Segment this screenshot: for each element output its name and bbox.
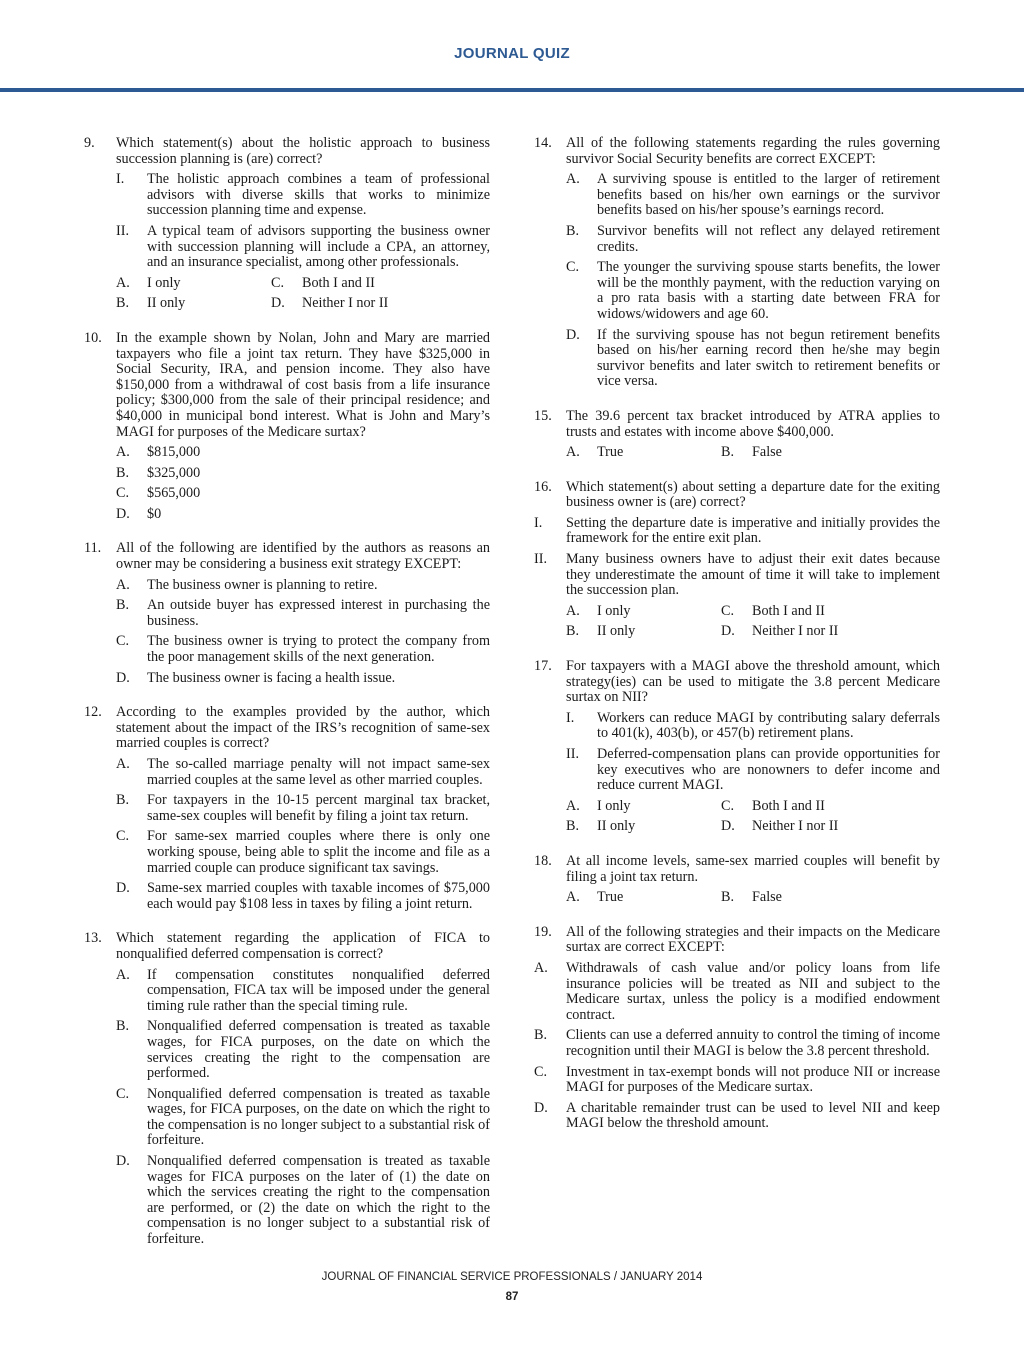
question-19 [534, 925, 940, 1132]
option-d [116, 881, 490, 912]
question-stem: All of the following are identified by the authors as reasons an owner may be considering a business exit strategy EXCEPT: [116, 540, 490, 573]
option-b [566, 224, 940, 255]
option-text: $0 [147, 505, 162, 522]
option-text: Both I and II [302, 274, 375, 291]
option-d [116, 507, 490, 523]
option-label: A. [116, 966, 130, 983]
question-number: 13. [84, 930, 102, 947]
question-stem: The 39.6 percent tax bracket introduced by ATRA applies to trusts and estates with income above $400,000. [566, 407, 940, 440]
option-label: B. [116, 464, 130, 481]
option-text: The so-called marriage penalty will not impact same-sex married couples at the same level as other married couples. [147, 756, 490, 788]
option-text: Neither I nor II [302, 295, 389, 312]
option-label: A. [566, 602, 580, 619]
question-stem: Which statement(s) about the holistic approach to business succession planning is (are) correct? [116, 135, 490, 167]
question-13 [84, 931, 490, 1247]
option-d [271, 296, 426, 312]
option-a [116, 445, 490, 461]
option-label: D. [116, 669, 130, 686]
question-17 [534, 659, 940, 835]
option-text: For same-sex married couples where there is only one working spouse, being able to split the income and file as a married couple can produce significant tax savings. [147, 828, 490, 876]
option-c [116, 486, 490, 502]
option-text: False [752, 889, 782, 906]
question-10 [84, 331, 490, 523]
option-label: C. [534, 1063, 548, 1080]
option-label: C. [116, 1085, 130, 1102]
left-column [84, 136, 490, 1267]
option-label: C. [721, 797, 735, 814]
option-a [116, 276, 271, 292]
header-rule [0, 88, 1024, 92]
option-d [534, 1101, 940, 1132]
option-label: A. [116, 444, 130, 461]
option-text: Nonqualified deferred compensation is treated as taxable wages, for FICA purposes, on the date on which the right to the compensation is no longer subject to a substantial risk of forfeiture. [147, 1085, 490, 1149]
option-d [566, 328, 940, 390]
question-number: 15. [534, 407, 552, 424]
option-text: $565,000 [147, 485, 201, 502]
question-number: 10. [84, 329, 102, 346]
question-number: 14. [534, 135, 552, 151]
option-label: B. [534, 1027, 548, 1044]
statement-text: Many business owners have to adjust their exit dates because they underestimate the amount of time it will take to implement the succession plan. [566, 551, 940, 599]
option-label: B. [721, 889, 735, 906]
option-label: D. [721, 818, 735, 835]
option-label: D. [271, 295, 285, 312]
option-b [566, 624, 721, 640]
option-a [566, 445, 721, 461]
question-number: 9. [84, 135, 95, 151]
option-text: $815,000 [147, 444, 201, 461]
option-c [721, 799, 876, 815]
statement-label: II. [116, 222, 129, 239]
option-text: Neither I nor II [752, 818, 839, 835]
option-label: A. [566, 444, 580, 461]
question-number: 12. [84, 704, 102, 721]
right-column [534, 136, 940, 1151]
question-stem: Which statement(s) about setting a departure date for the exiting business owner is (are) correct? [566, 478, 940, 511]
option-b [116, 296, 271, 312]
question-11 [84, 541, 490, 686]
option-c [116, 829, 490, 876]
option-b [566, 819, 721, 835]
statement-label: I. [116, 171, 125, 188]
option-label: A. [116, 576, 130, 593]
question-18 [534, 854, 940, 906]
question-number: 11. [84, 540, 102, 557]
option-text: I only [597, 797, 631, 814]
question-number: 19. [534, 923, 552, 940]
statement-text: The holistic approach combines a team of professional advisors with diverse skills that works to minimize succession planning time and expense. [147, 171, 490, 219]
option-text: II only [147, 295, 186, 312]
option-d [116, 1154, 490, 1248]
option-d [721, 819, 876, 835]
option-label: A. [566, 171, 580, 188]
option-c [534, 1065, 940, 1096]
statement-text: A typical team of advisors supporting the business owner with succession planning will include a CPA, an attorney, and an insurance specialist, among other professionals. [147, 222, 490, 271]
question-stem: All of the following statements regarding the rules governing survivor Social Security benefits are correct EXCEPT: [566, 135, 940, 167]
option-label: C. [566, 259, 580, 276]
option-text: A surviving spouse is entitled to the larger of retirement benefits based on his/her own earnings or the survivor benefits based on his/her spouse’s earnings record. [597, 171, 940, 219]
option-text: II only [597, 623, 636, 640]
option-label: A. [116, 274, 130, 291]
statement-text: Setting the departure date is imperative and initially provides the framework for the entire exit plan. [566, 514, 940, 547]
statement-text: Workers can reduce MAGI by contributing salary deferrals to 401(k), 403(b), or 457(b) retirement plans. [597, 709, 940, 742]
page-header-title: JOURNAL QUIZ [454, 45, 570, 62]
option-b [721, 890, 876, 906]
option-label: A. [566, 797, 580, 814]
statement-label: II. [534, 551, 547, 568]
option-label: A. [534, 959, 548, 976]
footer-journal-title: JOURNAL OF FINANCIAL SERVICE PROFESSIONALS / JANUARY 2014 [321, 1271, 703, 1283]
question-9 [84, 136, 490, 312]
option-text: Withdrawals of cash value and/or policy loans from life insurance policies will be treated as NII and subject to the Medicare surtax, unless the policy is a modified endowment contract. [566, 959, 940, 1023]
option-label: B. [566, 818, 580, 835]
option-text: Same-sex married couples with taxable incomes of $75,000 each would pay $108 less in taxes by filing a joint return. [147, 880, 490, 912]
option-c [566, 260, 940, 322]
question-number: 18. [534, 852, 552, 869]
option-b [116, 598, 490, 629]
question-16 [534, 480, 940, 640]
question-stem: In the example shown by Nolan, John and Mary are married taxpayers who file a joint tax return. They have $325,000 in Social Security, IRA, and pension income. They also have $150,000 from a withdrawal of cost basis from a life insurance policy; $300,000 from the sale of their principal residence; and $40,000 in municipal bond interest. What is John and Mary’s MAGI for purposes of the Medicare surtax? [116, 329, 490, 440]
option-label: A. [566, 889, 580, 906]
option-label: B. [116, 792, 130, 809]
question-stem: All of the following strategies and their impacts on the Medicare surtax are correct EXCEPT: [566, 923, 940, 956]
option-text: Both I and II [752, 797, 825, 814]
option-text: I only [147, 274, 181, 291]
option-a [566, 172, 940, 219]
option-label: C. [271, 274, 285, 291]
option-label: B. [566, 222, 580, 239]
option-label: D. [116, 1153, 130, 1170]
option-text: The business owner is facing a health issue. [147, 669, 396, 686]
question-stem: For taxpayers with a MAGI above the threshold amount, which strategy(ies) can be used to mitigate the 3.8 percent Medicare surtax on NII? [566, 658, 940, 706]
option-b [534, 1028, 940, 1059]
option-a [116, 578, 490, 594]
option-text: False [752, 444, 782, 461]
option-label: B. [116, 597, 130, 614]
option-text: Nonqualified deferred compensation is treated as taxable wages, for FICA purposes, on the date on which the services creating the right to the compensation are performed. [147, 1018, 490, 1082]
option-text: Clients can use a deferred annuity to control the timing of income recognition until their MAGI is below the 3.8 percent threshold. [566, 1027, 940, 1059]
option-label: B. [566, 623, 580, 640]
option-text: Nonqualified deferred compensation is treated as taxable wages for FICA purposes on the later of (1) the date on which the services creating the right to the compensation are performed, or (2) the date on which the right to the compensation is no longer subject to a substantial risk of forfeiture. [147, 1153, 490, 1248]
option-label: C. [116, 485, 130, 502]
option-a [116, 968, 490, 1015]
option-label: B. [116, 295, 130, 312]
question-15 [534, 409, 940, 461]
option-label: D. [116, 505, 130, 522]
option-text: $325,000 [147, 464, 201, 481]
option-text: Neither I nor II [752, 623, 839, 640]
option-b [116, 793, 490, 824]
option-a [566, 604, 721, 620]
option-a [566, 890, 721, 906]
option-label: D. [566, 326, 580, 343]
statement-text: Deferred-compensation plans can provide opportunities for key executives who are nonowners to defer income and reduce current MAGI. [597, 746, 940, 794]
question-12 [84, 705, 490, 912]
option-a [116, 757, 490, 788]
page-number: 87 [505, 1291, 519, 1303]
option-label: B. [116, 1018, 130, 1035]
option-c [116, 634, 490, 665]
option-d [116, 671, 490, 687]
statement-label: I. [534, 514, 543, 531]
option-text: The younger the surviving spouse starts benefits, the lower will be the monthly payment, with the reduction varying on a pro rata basis with a starting date between FRA for widows/widowers and age 60. [597, 259, 940, 322]
option-b [721, 445, 876, 461]
statement-label: II. [566, 746, 579, 762]
question-stem: At all income levels, same-sex married couples will benefit by filing a joint tax return. [566, 852, 940, 885]
option-c [721, 604, 876, 620]
option-text: A charitable remainder trust can be used to level NII and keep MAGI below the threshold amount. [566, 1099, 940, 1132]
option-b [116, 466, 490, 482]
question-number: 17. [534, 658, 552, 675]
question-14 [534, 136, 940, 390]
option-label: C. [116, 828, 130, 845]
option-text: If the surviving spouse has not begun retirement benefits based on his/her earning record then he/she may begin survivor benefits and later switch to retirement benefits or vice versa. [597, 326, 940, 390]
option-text: True [597, 889, 624, 906]
option-d [721, 624, 876, 640]
question-stem: According to the examples provided by the author, which statement about the impact of the IRS’s recognition of same-sex married couples is correct? [116, 704, 490, 752]
option-text: If compensation constitutes nonqualified deferred compensation, FICA tax will be imposed under the general timing rule rather than the special timing rule. [147, 966, 490, 1014]
option-c [116, 1087, 490, 1149]
option-text: II only [597, 818, 636, 835]
option-label: D. [534, 1099, 548, 1116]
option-text: The business owner is planning to retire. [147, 576, 378, 593]
option-text: I only [597, 602, 631, 619]
question-number: 16. [534, 478, 552, 495]
option-b [116, 1019, 490, 1081]
option-text: An outside buyer has expressed interest in purchasing the business. [147, 597, 490, 629]
option-text: Survivor benefits will not reflect any delayed retirement credits. [597, 222, 940, 255]
option-c [271, 276, 426, 292]
option-text: For taxpayers in the 10-15 percent marginal tax bracket, same-sex couples will benefit by filing a joint tax return. [147, 792, 490, 824]
question-stem: Which statement regarding the application of FICA to nonqualified deferred compensation is correct? [116, 930, 490, 962]
option-label: A. [116, 756, 130, 772]
option-text: True [597, 444, 624, 461]
option-a [534, 961, 940, 1023]
option-label: B. [721, 444, 735, 461]
option-label: C. [721, 602, 735, 619]
option-text: Investment in tax-exempt bonds will not produce NII or increase MAGI for purposes of the Medicare surtax. [566, 1063, 940, 1096]
option-a [566, 799, 721, 815]
option-label: D. [116, 880, 130, 897]
option-label: D. [721, 623, 735, 640]
option-label: C. [116, 633, 130, 650]
statement-label: I. [566, 709, 575, 726]
option-text: The business owner is trying to protect the company from the poor management skills of the next generation. [147, 633, 490, 666]
option-text: Both I and II [752, 602, 825, 619]
